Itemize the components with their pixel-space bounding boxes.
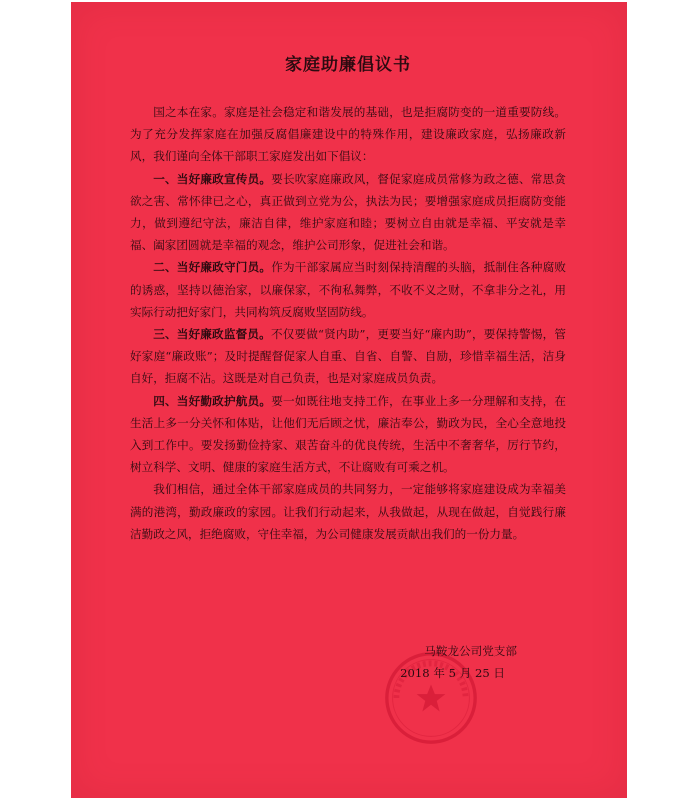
signature-block — [325, 640, 535, 684]
section-1-text: 要长吹家庭廉政风，督促家庭成员常修为政之德、常思贪欲之害、常怀律已之心，真正做到立党为公，执法为民；要增强家庭成员拒腐防变能力，做到遵纪守法，廉洁自律，维护家庭和睦；要树立自由就是幸福、平安就是幸福、阖家团圆就是幸福的观念，维护公司形象，促进社会和谐。 — [130, 171, 566, 253]
section-2 — [130, 256, 566, 323]
section-1-heading: 一、当好廉政宣传员。 — [153, 171, 272, 186]
section-4 — [130, 390, 566, 479]
section-4-text: 要一如既往地支持工作，在事业上多一分理解和支持，在生活上多一分关怀和体贴，让他们无后顾之忧，廉洁奉公，勤政为民，全心全意地投入到工作中。要发扬勤俭持家、艰苦奋斗的优良传统，生活中不奢奢华，厉行节约，树立科学、文明、健康的家庭生活方式，不让腐败有可乘之机。 — [130, 393, 566, 475]
signature-date: 2018 年 5 月 25 日 — [400, 666, 505, 680]
section-4-heading: 四、当好勤政护航员。 — [153, 393, 272, 408]
document-body — [130, 50, 566, 545]
section-2-heading: 二、当好廉政守门员。 — [153, 260, 272, 275]
section-3-text: 不仅要做“贤内助”，更要当好“廉内助”，要保持警惕，管好家庭“廉政账”；及时提醒督促家人自重、自省、自警、自励，珍惜幸福生活，洁身自好，拒腐不沾。这既是对自己负责，也是对家庭成员负责。 — [130, 327, 566, 386]
signature-organization: 马鞍龙公司党支部 — [424, 644, 517, 658]
intro-paragraph: 国之本在家。家庭是社会稳定和谐发展的基础，也是拒腐防变的一道重要防线。为了充分发挥家庭在加强反腐倡廉建设中的特殊作用，建设廉政家庭，弘扬廉政新风，我们谨向全体干部职工家庭发出如下倡议： — [130, 105, 566, 164]
section-1 — [130, 168, 566, 257]
section-3-heading: 三、当好廉政监督员。 — [153, 327, 271, 342]
closing-paragraph: 我们相信，通过全体干部家庭成员的共同努力，一定能够将家庭建设成为幸福美满的港湾，勤政廉政的家园。让我们行动起来，从我做起，从现在做起，自觉践行廉洁勤政之风，拒绝腐败，守住幸福，为公司健康发展贡献出我们的一份力量。 — [130, 482, 566, 541]
document-title: 家庭助廉倡议书 — [285, 55, 411, 75]
section-2-text: 作为干部家属应当时刻保持清醒的头脑，抵制住各种腐败的诱惑，坚持以德治家，以廉保家，不徇私舞弊，不收不义之财，不拿非分之礼，用实际行动把好家门，共同构筑反腐败坚固防线。 — [130, 260, 566, 319]
section-3 — [130, 323, 566, 390]
